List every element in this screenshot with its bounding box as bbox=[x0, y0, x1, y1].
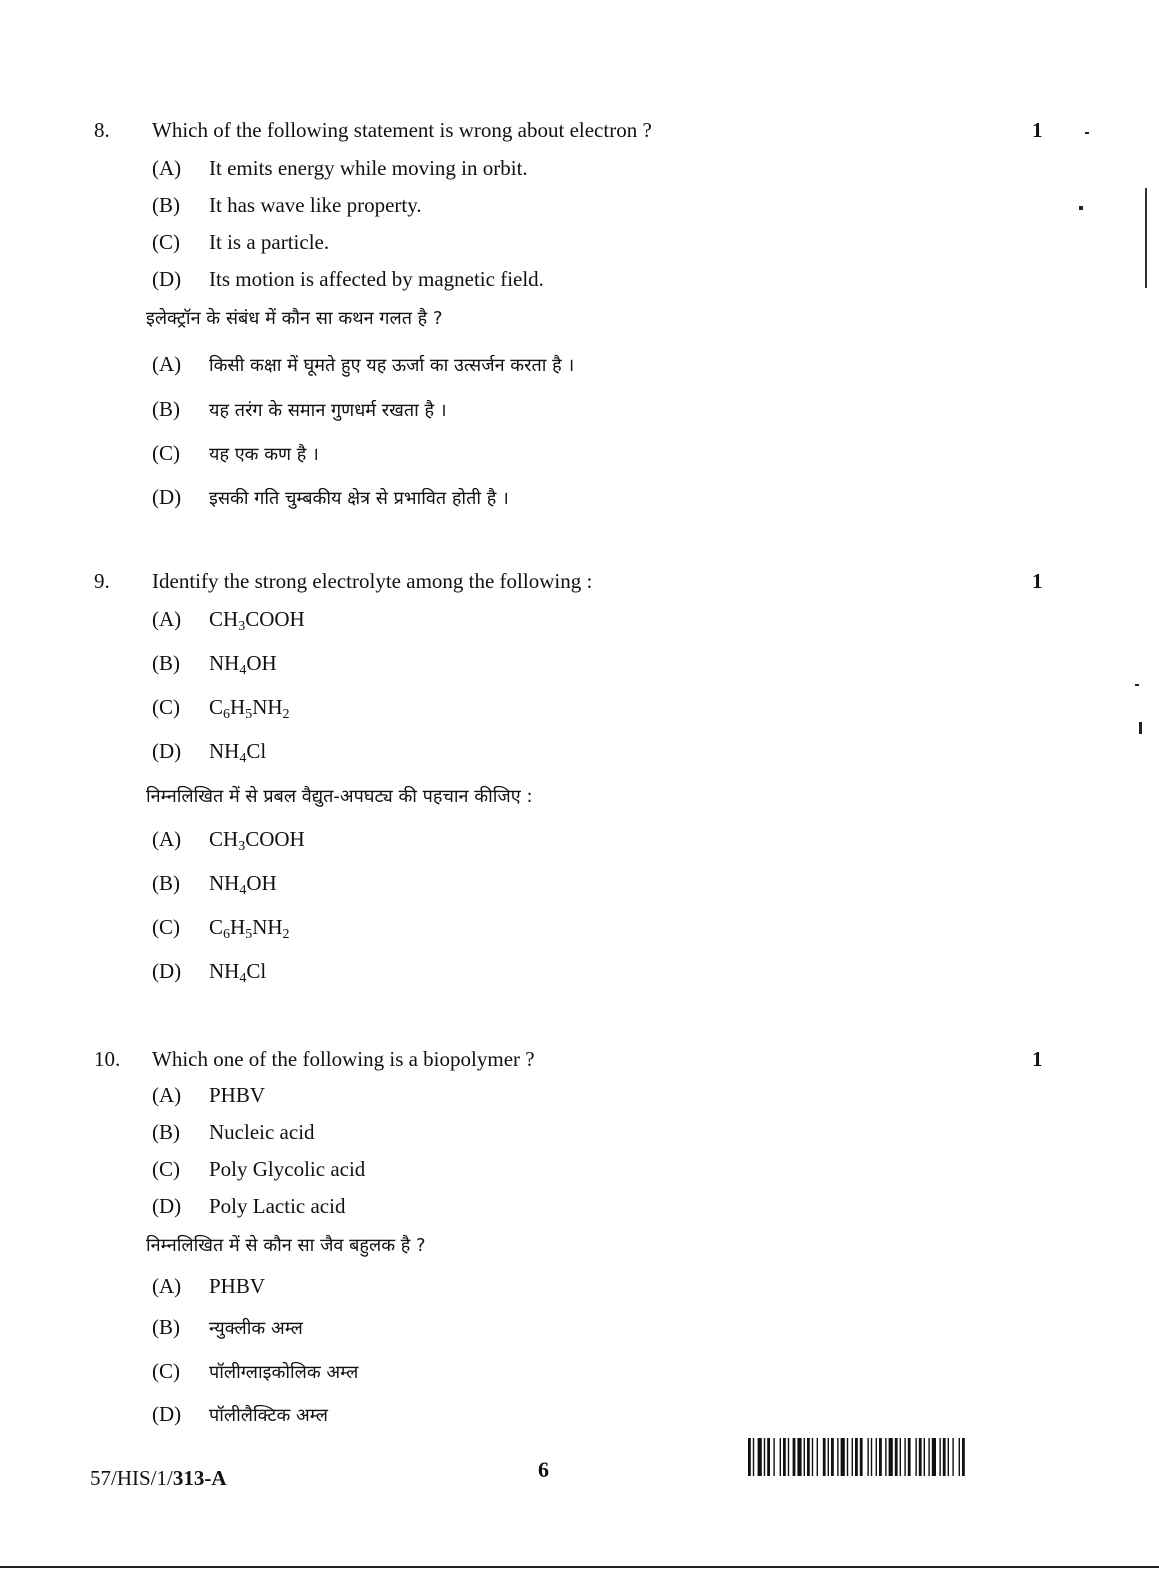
option-formula: (D) $NH_4Cl$ bbox=[152, 959, 267, 986]
barcode-bar bbox=[841, 1438, 845, 1476]
barcode-bar bbox=[855, 1438, 858, 1476]
barcode-bar bbox=[764, 1438, 765, 1476]
barcode-bar bbox=[952, 1438, 953, 1476]
question-number: 9. bbox=[94, 569, 110, 593]
barcode-bar bbox=[915, 1438, 916, 1476]
barcode-bar bbox=[753, 1438, 754, 1476]
question-marks: 1 bbox=[1032, 569, 1043, 593]
question-number: 8. bbox=[94, 118, 110, 142]
option-formula: (B) $NH_4OH$ bbox=[152, 871, 277, 898]
page-number: 6 bbox=[538, 1457, 549, 1482]
barcode-bar bbox=[962, 1438, 965, 1476]
barcode-bar bbox=[780, 1438, 781, 1476]
question-marks: 1 bbox=[1032, 118, 1043, 142]
option-hi: (B) यह तरंग के समान गुणधर्म रखता है । bbox=[152, 397, 447, 421]
barcode-bar bbox=[871, 1438, 872, 1476]
option-formula: (C) $C_6H_5NH_2$ bbox=[152, 695, 290, 722]
barcode-bar bbox=[793, 1438, 796, 1476]
option-en: (B) It has wave like property. bbox=[152, 193, 422, 217]
question-text-en: Which one of the following is a biopolymer ? bbox=[152, 1047, 535, 1071]
option-formula: (A) $CH_3COOH$ bbox=[152, 607, 305, 634]
barcode-bar bbox=[943, 1438, 946, 1476]
barcode-bar bbox=[919, 1438, 922, 1476]
barcode-bar bbox=[876, 1438, 877, 1476]
option-formula: (D) $NH_4Cl$ bbox=[152, 739, 267, 766]
barcode-bar bbox=[783, 1438, 786, 1476]
paper-code: 57/HIS/1/313-A bbox=[90, 1466, 227, 1490]
option-en: (C) Poly Glycolic acid bbox=[152, 1157, 366, 1181]
barcode-bar bbox=[788, 1438, 789, 1476]
question-text-en: Which of the following statement is wrong about electron ? bbox=[152, 118, 652, 142]
scan-speck bbox=[1079, 206, 1083, 210]
scan-edge-mark bbox=[1145, 188, 1147, 288]
barcode-bar bbox=[797, 1438, 801, 1476]
barcode-bar bbox=[939, 1438, 940, 1476]
barcode-bar bbox=[767, 1438, 770, 1476]
option-hi: (A) किसी कक्षा में घूमते हुए यह ऊर्जा का उत्सर्जन करता है । bbox=[152, 352, 575, 376]
option-hi: (D) इसकी गति चुम्बकीय क्षेत्र से प्रभावित होती है । bbox=[152, 485, 509, 509]
scan-speck bbox=[1085, 132, 1089, 134]
barcode-bar bbox=[879, 1438, 882, 1476]
option-en: (C) It is a particle. bbox=[152, 230, 330, 254]
barcode-bar bbox=[828, 1438, 829, 1476]
option-en: (B) Nucleic acid bbox=[152, 1120, 315, 1144]
barcode-bar bbox=[823, 1438, 826, 1476]
barcode-bar bbox=[959, 1438, 960, 1476]
barcode-bar bbox=[885, 1438, 886, 1476]
barcode-bar bbox=[860, 1438, 863, 1476]
barcode-bar bbox=[837, 1438, 838, 1476]
option-hi: (C) पॉलीग्लाइकोलिक अम्ल bbox=[152, 1359, 359, 1383]
option-en: (D) Its motion is affected by magnetic field. bbox=[152, 267, 544, 291]
barcode-bar bbox=[758, 1438, 762, 1476]
barcode-bar bbox=[847, 1438, 848, 1476]
barcode-bar bbox=[852, 1438, 853, 1476]
question-marks: 1 bbox=[1032, 1047, 1043, 1071]
question-text-hi: निम्नलिखित में से प्रबल वैद्युत-अपघट्य की पहचान कीजिए : bbox=[146, 786, 533, 807]
barcode-bar bbox=[900, 1438, 901, 1476]
barcode-bar bbox=[895, 1438, 898, 1476]
scan-speck bbox=[1135, 684, 1139, 686]
barcode-image bbox=[748, 1438, 1040, 1476]
barcode-bar bbox=[812, 1438, 813, 1476]
question-text-hi: निम्नलिखित में से कौन सा जैव बहुलक है ? bbox=[146, 1235, 426, 1256]
barcode-bar bbox=[807, 1438, 810, 1476]
barcode-bar bbox=[804, 1438, 805, 1476]
option-en: (D) Poly Lactic acid bbox=[152, 1194, 346, 1218]
barcode-bar bbox=[924, 1438, 925, 1476]
barcode-bar bbox=[904, 1438, 905, 1476]
barcode-bar bbox=[773, 1438, 774, 1476]
barcode-bar bbox=[928, 1438, 929, 1476]
option-formula: (A) $CH_3COOH$ bbox=[152, 827, 305, 854]
question-number: 10. bbox=[94, 1047, 121, 1071]
barcode-bar bbox=[817, 1438, 818, 1476]
barcode-bar bbox=[889, 1438, 893, 1476]
option-hi: (A) PHBV bbox=[152, 1274, 266, 1298]
option-formula: (B) $NH_4OH$ bbox=[152, 651, 277, 678]
option-en: (A) It emits energy while moving in orbit. bbox=[152, 156, 528, 180]
question-text-hi: इलेक्ट्रॉन के संबंध में कौन सा कथन गलत है ? bbox=[146, 308, 443, 329]
scan-speck bbox=[1139, 722, 1142, 734]
option-hi: (B) न्युक्लीक अम्ल bbox=[152, 1315, 303, 1339]
barcode-bar bbox=[932, 1438, 936, 1476]
option-formula: (C) $C_6H_5NH_2$ bbox=[152, 915, 290, 942]
page-bottom-rule bbox=[0, 1566, 1159, 1568]
barcode-bar bbox=[867, 1438, 868, 1476]
option-en: (A) PHBV bbox=[152, 1083, 266, 1107]
question-text-en: Identify the strong electrolyte among the following : bbox=[152, 569, 593, 593]
option-hi: (D) पॉलीलैक्टिक अम्ल bbox=[152, 1402, 328, 1426]
barcode-bar bbox=[831, 1438, 834, 1476]
option-hi: (C) यह एक कण है । bbox=[152, 441, 319, 465]
barcode-bar bbox=[948, 1438, 949, 1476]
barcode-bar bbox=[748, 1438, 751, 1476]
barcode-bar bbox=[908, 1438, 911, 1476]
